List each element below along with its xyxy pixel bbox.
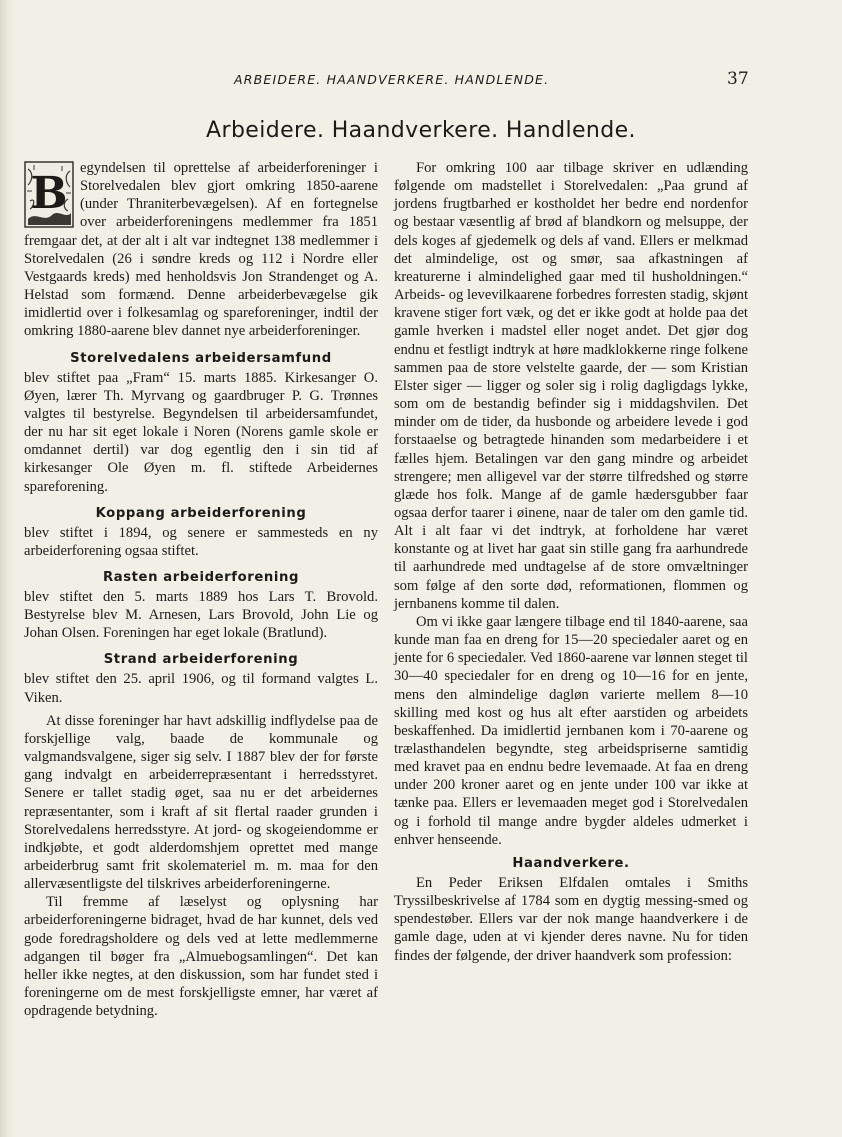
section-heading-rasten: Rasten arbeiderforening	[102, 569, 300, 585]
paragraph-crafts: En Peder Eriksen Elfdalen omtales i Smiths Tryssilbeskrivelse af 1784 som en dygtig messing-smed og spendestøber. Ellers var der nok mange haandverkere i de gamle dage, uden at vi kjender deres navne. Nu for tiden findes der følgende, der driver haandverk som profession:	[394, 874, 748, 964]
svg-text:B: B	[30, 168, 68, 219]
section-text-strand: blev stiftet den 25. april 1906, og til formand valgtes L. Viken.	[24, 671, 378, 706]
section-text-storelvedalen: blev stiftet paa „Fram“ 15. marts 1885. Kirkesanger O. Øyen, lærer Th. Myrvang og gaardbruger P. G. Trønnes valgtes til bestyrelse. Begyndelsen til arbeidersamfundet, der nu har sit eget lokale i Noren (Norens gamle skole er omdannet dertil) var dog egentlig den i sin tid af kirkesanger Ole Øyen m. fl. stiftede Arbeidernes spareforening.	[24, 369, 378, 495]
page-gutter-shadow	[0, 0, 14, 1137]
intro-text: egyndelsen til oprettelse af arbeiderforeninger i Storelvedalen blev gjort omkring 1850-aarene (under Thraniterbevægelsen). Af en fortegnelse over arbeiderforeningens medlemmer fra 1851 fremgaar det, at der alt i alt var indtegnet 138 medlemmer i Storelvedalen (26 i søndre kreds og 112 i Nordre eller Vestgaards kreds) med henholdsvis Jon Strandenget og A. Helstad som formænd. Denne arbeiderbevægelse gik imidlertid over i folkesamlag og spareforeninger, indtil der omkring 1880-aarene blev dannet nye arbeiderforeninger.	[24, 160, 378, 340]
left-column	[24, 159, 378, 1020]
paragraph-wages: Om vi ikke gaar længere tilbage end til 1840-aarene, saa kunde man faa en dreng for 15—20 speciedaler aaret og en jente for 6 speciedaler. Ved 1860-aarene var lønnen steget til 30—40 speciedaler for en dreng og 10—16 for en jente, mens den almindelige dagløn varierte mellem 8—10 skilling med kost og hus alt efter aarstiden og arbeidets beskaffenhed. Da imidlertid jernbanen kom i 70-aarene og trælasthandelen begyndte, steg arbeidspriserne samtidig med kravet paa en endnu bedre levemaade. At faa en dreng under 200 kroner aaret og en jente under 100 var ikke at tænke paa. Ellers er levemaaden meget god i Storelvedalen og i forhold til mange andre bygder aldeles udmerket i enhver henseende.	[394, 613, 748, 848]
intro-paragraph	[24, 159, 378, 341]
section-heading-crafts: Haandverkere.	[512, 855, 630, 871]
section-heading-strand: Strand arbeiderforening	[103, 652, 299, 668]
paragraph-food: For omkring 100 aar tilbage skriver en udlænding følgende om madstellet i Storelvedalen: „Paa grund af jordens frugtbarhed er kostholdet her bedre end nordenfor og bestaar væsentlig af brød af blandkorn og melsuppe, der dels koges af gjedemelk og dels af vand. Ellers er melkmad det almindelige, ost og smør, saa afkastningen af kreaturerne i almindelighed gaar med til husholdningen.“ Arbeids- og levevilkaarene forbedres forresten stadig, skjønt kravene stiger fort væk, og det er ikke godt at holde paa det gamle hverken i madstel eller noget andet. Det gjør dog endnu et festligt indtryk at høre madklokkerne ringe folkene sammen paa de store velstelte gaarde, der — som Kristian Elster siger — ligger og soler sig i rolig dagligdags lykke, som om de bestandig befinder sig i middagshvilen. Det minder om de tider, da husbonde og arbeidere levede i god forstaaelse og betragtede hinanden som medarbeidere i et fælles hjem. Betalingen var den gang mindre og arbeidet strengere; men alligevel var der større tilfredshed og større glæde hos folk. Mange af de gamle hædersgubber faar ogsaa derfor taarer i øinene, naar de taler om den gamle tid. Alt i alt faar vi det indtryk, at forholdene har været konstante og at livet har gaat sin stille gang fra aarhundrede til aarhundrede med undtagelse af de store omvæltninger som følge af den sorte død, reformationen, flommen og jernbanens komme til dalen.	[394, 160, 748, 612]
chapter-title: Arbeidere. Haandverkere. Handlende.	[206, 118, 636, 143]
running-header	[0, 68, 842, 90]
running-head-text: ARBEIDERE. HAANDVERKERE. HANDLENDE.	[234, 72, 550, 87]
dropcap-b-icon	[24, 161, 74, 228]
section-heading-koppang: Koppang arbeiderforening	[95, 505, 307, 521]
section-heading-storelvedalen: Storelvedalens arbeidersamfund	[70, 350, 332, 366]
right-column	[394, 159, 748, 965]
section-text-koppang: blev stiftet i 1894, og senere er sammesteds en ny arbeiderforening ogsaa stiftet.	[24, 524, 378, 559]
page-number: 37	[727, 69, 749, 89]
paragraph-influence: At disse foreninger har havt adskillig indflydelse paa de forskjellige valg, baade de kommunale og valgmandsvalgene, siger sig selv. I 1887 blev der for første gang indvalgt en arbeiderrepræsentant i herredsstyret. Senere er tallet stadig øget, saa nu er det arbeidernes repræsentanter, som i kraft af sit flertal raader grunden i Storelvedalens herredsstyre. At jord- og skogeiendomme er indkjøbte, et godt alderdomshjem oprettet med mange arbeiderbrug samt frit skolemateriel m. m. maa for den allervæsentligste del tilskrives arbeiderforeningerne.	[24, 712, 378, 893]
section-text-rasten: blev stiftet den 5. marts 1889 hos Lars T. Brovold. Bestyrelse blev M. Arnesen, Lars Brovold, John Lie og Johan Olsen. Foreningen har eget lokale (Bratlund).	[24, 588, 378, 642]
paragraph-education: Til fremme af læselyst og oplysning har arbeiderforeningerne bidraget, hvad de har kunnet, dels ved gode foredragsholdere og dels ved at lette medlemmerne adgangen til bøger fra „Almuebogsamlingen“. Det kan heller ikke negtes, at den diskussion, som har fundet sted i foreningerne om de mest forskjelligste emner, har været af opdragende betydning.	[24, 894, 378, 1020]
